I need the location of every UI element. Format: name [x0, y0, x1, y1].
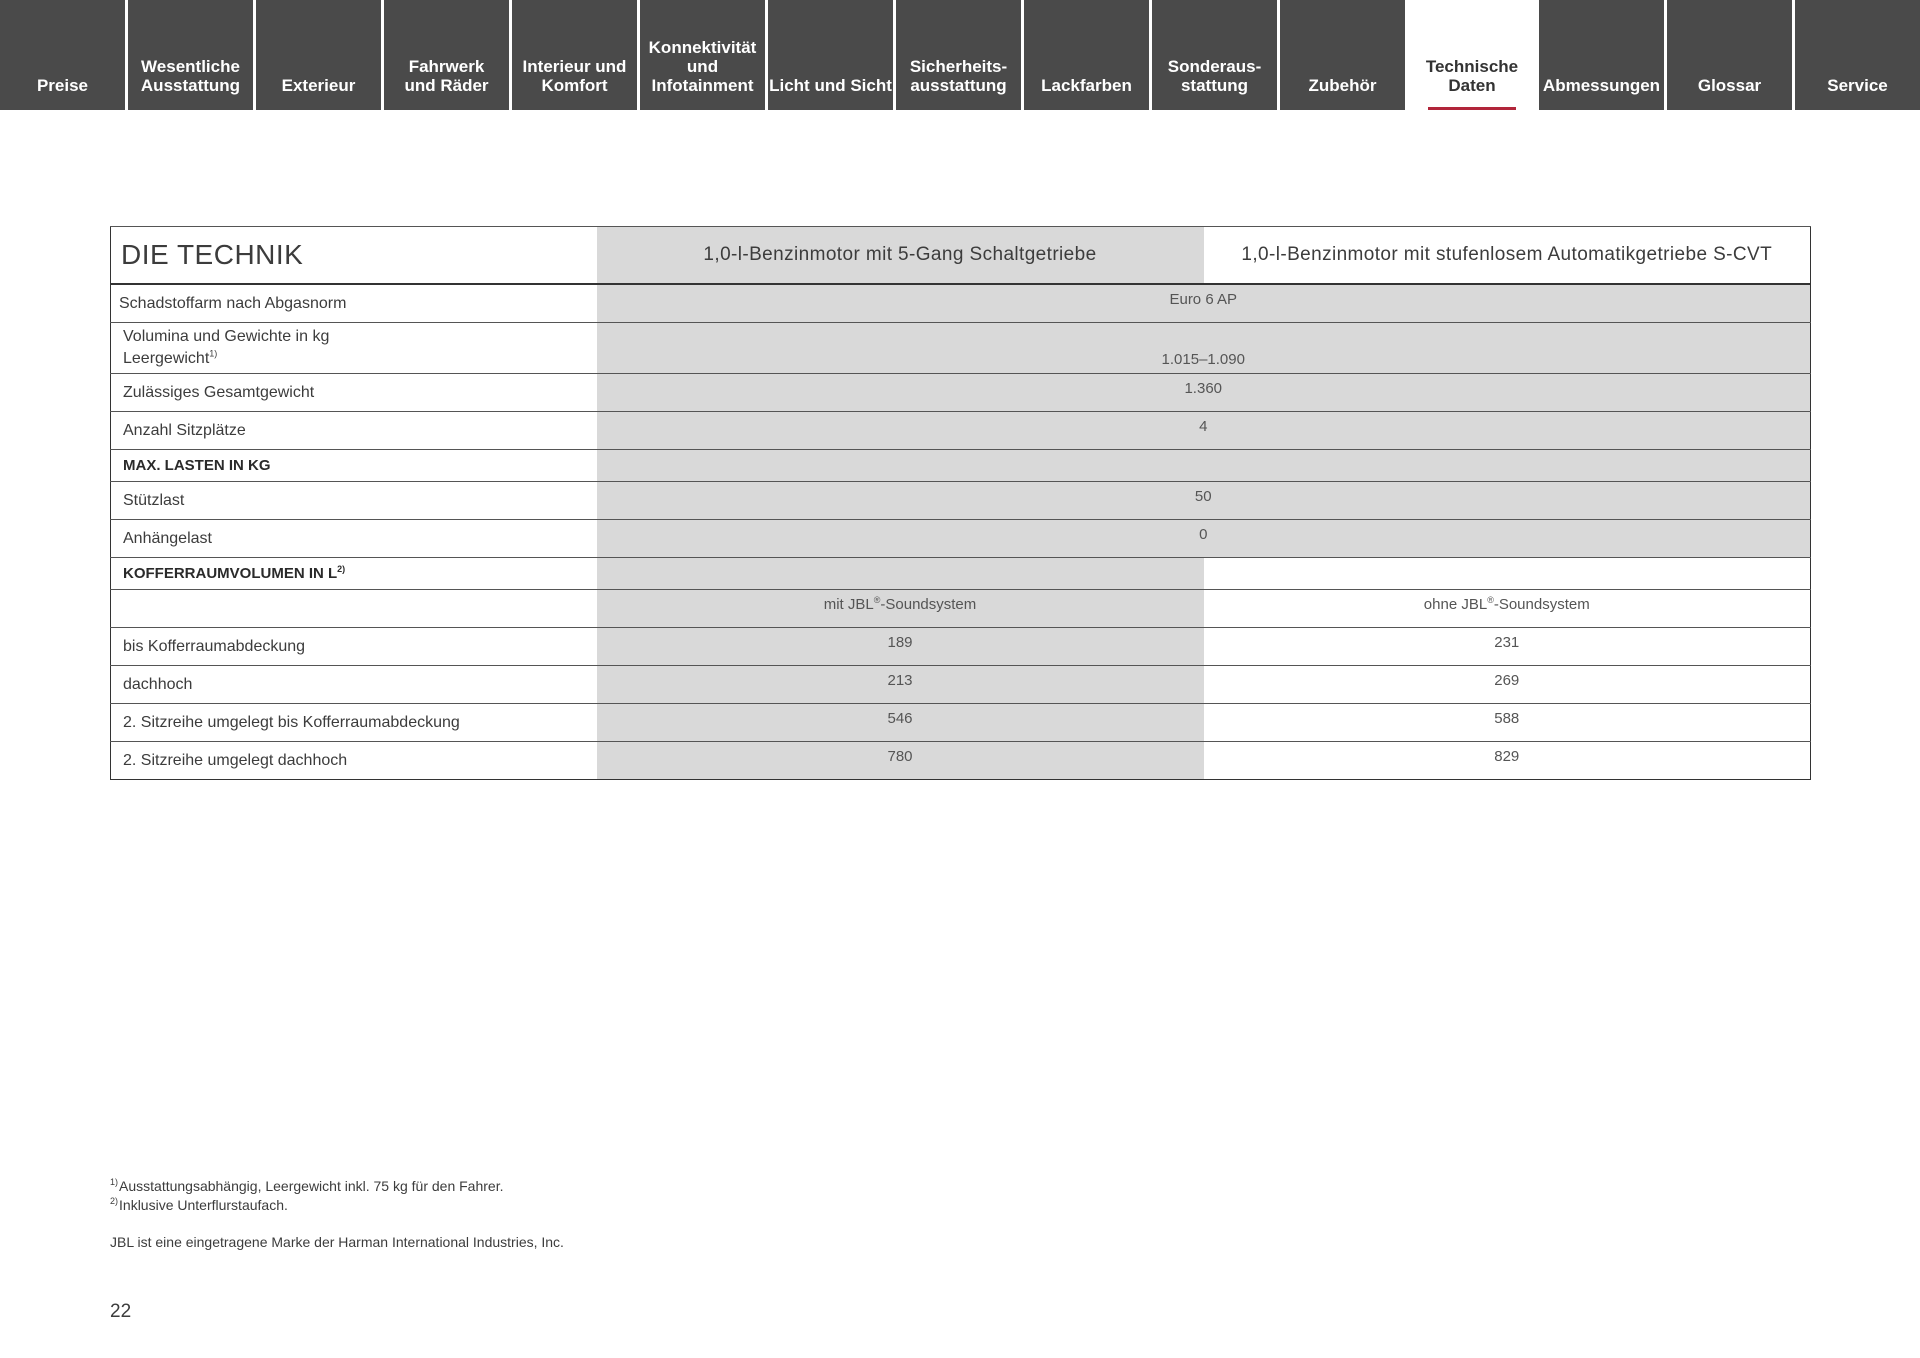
table-row — [111, 666, 1811, 704]
row-label-text: Leergewicht — [123, 350, 210, 367]
tab-sonderausstattung[interactable] — [1152, 0, 1277, 110]
table-row — [111, 742, 1811, 780]
table-section-row — [111, 558, 1811, 590]
table-row — [111, 482, 1811, 520]
tab-licht-und-sicht[interactable] — [768, 0, 893, 110]
row-value-with-jbl: 213 — [597, 666, 1204, 704]
row-value-with-jbl: 780 — [597, 742, 1204, 780]
table-header-row — [111, 227, 1811, 285]
row-value-with-jbl: 189 — [597, 628, 1204, 666]
row-label: Anzahl Sitzplätze — [111, 412, 597, 450]
row-value-without-jbl: 269 — [1204, 666, 1811, 704]
row-value-without-jbl: 588 — [1204, 704, 1811, 742]
tab-service[interactable] — [1795, 0, 1920, 110]
chapter-tab-bar — [0, 0, 1920, 110]
tab-glossar[interactable] — [1667, 0, 1792, 110]
row-value: 0 — [597, 520, 1811, 558]
registered-mark: ® — [873, 595, 881, 605]
tab-label: Exterieur — [281, 76, 356, 95]
tab-zubehoer[interactable] — [1280, 0, 1405, 110]
table-row — [111, 628, 1811, 666]
tab-interieur-und-komfort[interactable] — [512, 0, 637, 110]
empty-cell — [1204, 558, 1811, 590]
engine-manual-header: 1,0-l-Benzinmotor mit 5-Gang Schaltgetriebe — [597, 227, 1204, 285]
table-row — [111, 520, 1811, 558]
tab-label: Lackfarben — [1041, 76, 1132, 95]
footnote-marker: 2) — [337, 564, 346, 574]
tab-label: Fahrwerk und Räder — [404, 57, 489, 95]
row-label: Anhängelast — [111, 520, 597, 558]
tab-label: Technische Daten — [1425, 57, 1519, 95]
footnote-2 — [110, 1196, 503, 1215]
row-label: bis Kofferraumabdeckung — [111, 628, 597, 666]
footnote-text: Inklusive Unterflurstaufach. — [119, 1197, 288, 1213]
tab-label: Konnektivität und Infotainment — [648, 38, 757, 95]
tab-label: Sicherheits- ausstattung — [909, 57, 1008, 95]
row-label: Zulässiges Gesamtgewicht — [111, 374, 597, 412]
technical-spec-table — [110, 226, 1811, 780]
table-row — [111, 284, 1811, 323]
row-value-without-jbl: 829 — [1204, 742, 1811, 780]
trademark-notice: JBL ist eine eingetragene Marke der Harman International Industries, Inc. — [110, 1234, 564, 1250]
row-value: 1.015–1.090 — [597, 323, 1811, 374]
footnote-marker: 1) — [110, 1177, 119, 1188]
tab-abmessungen[interactable] — [1539, 0, 1664, 110]
empty-cell — [597, 450, 1811, 482]
row-value: 4 — [597, 412, 1811, 450]
footnotes — [110, 1177, 503, 1215]
tab-konnektivitaet-und-infotainment[interactable] — [640, 0, 765, 110]
table-section-row — [111, 450, 1811, 482]
sound-prefix: mit JBL — [823, 596, 874, 613]
sound-without-jbl-header — [1204, 590, 1811, 628]
row-label-line — [123, 348, 597, 370]
sound-suffix: -Soundsystem — [1493, 596, 1590, 613]
section-label: MAX. LASTEN IN KG — [111, 450, 597, 482]
page-number: 22 — [110, 1301, 132, 1322]
empty-cell — [597, 558, 1204, 590]
engine-cvt-header: 1,0-l-Benzinmotor mit stufenlosem Automatikgetriebe S-CVT — [1204, 227, 1811, 285]
sound-with-jbl-header — [597, 590, 1204, 628]
tab-preise[interactable] — [0, 0, 125, 110]
table-subheader-row — [111, 590, 1811, 628]
tab-label: Licht und Sicht — [769, 76, 892, 95]
footnote-text: Ausstattungsabhängig, Leergewicht inkl. 75 kg für den Fahrer. — [119, 1178, 504, 1194]
footnote-marker: 2) — [110, 1196, 119, 1207]
row-label: Stützlast — [111, 482, 597, 520]
tab-label: Service — [1827, 76, 1888, 95]
tab-label: Wesentliche Ausstattung — [140, 57, 241, 95]
row-label-line: Volumina und Gewichte in kg — [123, 328, 330, 345]
footnote-1 — [110, 1177, 503, 1196]
section-label-text: KOFFERRAUMVOLUMEN IN L — [123, 565, 338, 582]
section-label — [111, 558, 597, 590]
empty-cell — [111, 590, 597, 628]
technical-spec-section — [110, 226, 1810, 780]
tab-label: Interieur und Komfort — [522, 57, 627, 95]
tab-fahrwerk-und-raeder[interactable] — [384, 0, 509, 110]
table-row — [111, 374, 1811, 412]
row-value: 50 — [597, 482, 1811, 520]
table-title: DIE TECHNIK — [111, 227, 597, 285]
tab-lackfarben[interactable] — [1024, 0, 1149, 110]
footnote-marker: 1) — [209, 348, 218, 359]
table-row — [111, 412, 1811, 450]
tab-sicherheitsausstattung[interactable] — [896, 0, 1021, 110]
row-label: Schadstoffarm nach Abgasnorm — [111, 284, 597, 323]
row-value: 1.360 — [597, 374, 1811, 412]
row-label: 2. Sitzreihe umgelegt dachhoch — [111, 742, 597, 780]
table-row — [111, 704, 1811, 742]
row-label — [111, 323, 597, 374]
row-label: dachhoch — [111, 666, 597, 704]
sound-suffix: -Soundsystem — [880, 596, 977, 613]
tab-label: Sonderaus- stattung — [1167, 57, 1262, 95]
tab-label: Glossar — [1697, 76, 1762, 95]
tab-exterieur[interactable] — [256, 0, 381, 110]
tab-wesentliche-ausstattung[interactable] — [128, 0, 253, 110]
row-value-without-jbl: 231 — [1204, 628, 1811, 666]
row-value-with-jbl: 546 — [597, 704, 1204, 742]
sound-prefix: ohne JBL — [1423, 596, 1488, 613]
tab-label: Abmessungen — [1542, 76, 1661, 95]
tab-label: Preise — [36, 76, 89, 95]
tab-label: Zubehör — [1308, 76, 1377, 95]
row-label: 2. Sitzreihe umgelegt bis Kofferraumabdeckung — [111, 704, 597, 742]
table-row — [111, 323, 1811, 374]
registered-mark: ® — [1487, 595, 1494, 605]
tab-technische-daten[interactable] — [1408, 0, 1536, 110]
row-value: Euro 6 AP — [597, 284, 1811, 323]
